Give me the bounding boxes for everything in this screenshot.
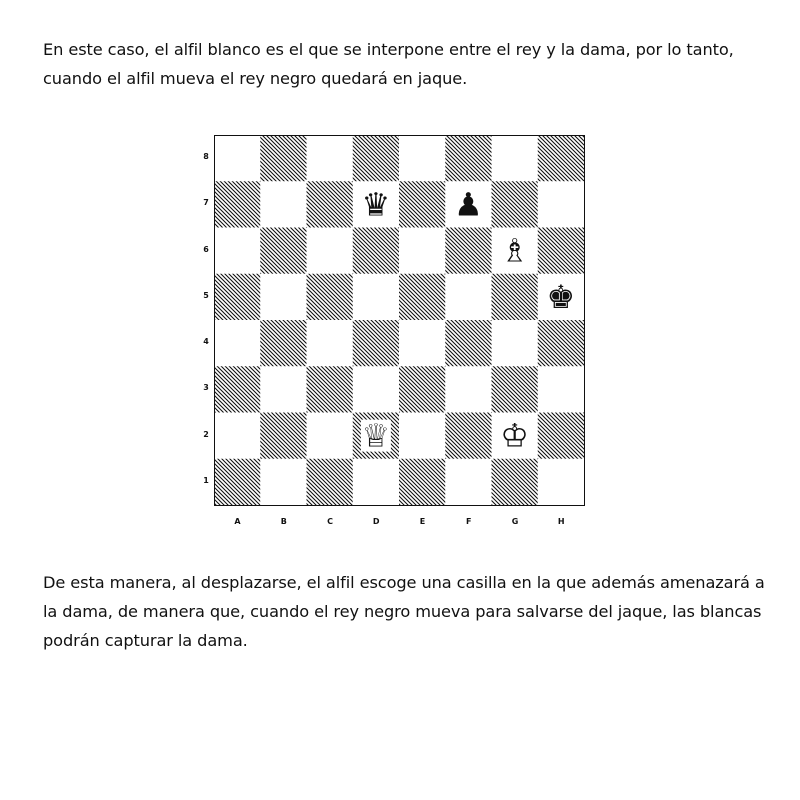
square-b6 xyxy=(260,228,306,274)
file-label-g: G xyxy=(511,517,519,526)
square-c1 xyxy=(307,459,353,505)
square-b1 xyxy=(260,459,306,505)
file-label-e: E xyxy=(419,517,426,526)
square-b3 xyxy=(260,366,306,412)
square-b7 xyxy=(260,181,306,227)
rank-label-7: 7 xyxy=(203,198,209,208)
square-b5 xyxy=(260,274,306,320)
square-a8 xyxy=(214,135,260,181)
square-e3 xyxy=(399,366,445,412)
square-h7 xyxy=(538,181,584,227)
square-f4 xyxy=(445,320,491,366)
chess-diagram xyxy=(190,125,610,535)
square-h4 xyxy=(538,320,584,366)
square-h2 xyxy=(538,413,584,459)
rank-label-8: 8 xyxy=(203,152,209,162)
chessboard xyxy=(214,135,585,506)
white-queen-icon: ♕ xyxy=(361,416,391,455)
square-g7 xyxy=(492,181,538,227)
square-c8 xyxy=(307,135,353,181)
square-b4 xyxy=(260,320,306,366)
rank-label-5: 5 xyxy=(203,290,209,300)
square-e5 xyxy=(399,274,445,320)
square-a7 xyxy=(214,181,260,227)
black-queen-icon: ♛ xyxy=(361,185,391,224)
square-e2 xyxy=(399,413,445,459)
square-c6 xyxy=(307,228,353,274)
square-c3 xyxy=(307,366,353,412)
square-f5 xyxy=(445,274,491,320)
square-f8 xyxy=(445,135,491,181)
file-label-b: B xyxy=(280,517,287,526)
square-d3 xyxy=(353,366,399,412)
square-h8 xyxy=(538,135,584,181)
square-g5 xyxy=(492,274,538,320)
square-c5 xyxy=(307,274,353,320)
file-label-c: C xyxy=(327,517,333,526)
square-f6 xyxy=(445,228,491,274)
square-d1 xyxy=(353,459,399,505)
square-b8 xyxy=(260,135,306,181)
square-c4 xyxy=(307,320,353,366)
square-h6 xyxy=(538,228,584,274)
square-f1 xyxy=(445,459,491,505)
intro-paragraph: En este caso, el alfil blanco es el que se interpone entre el rey y la dama, por lo tanto, cuando el alfil mueva el rey negro quedará en jaque. xyxy=(43,40,734,88)
square-c7 xyxy=(307,181,353,227)
rank-label-6: 6 xyxy=(203,244,209,254)
square-e8 xyxy=(399,135,445,181)
square-g8 xyxy=(492,135,538,181)
square-c2 xyxy=(307,413,353,459)
square-g3 xyxy=(492,366,538,412)
square-h1 xyxy=(538,459,584,505)
square-e1 xyxy=(399,459,445,505)
square-h3 xyxy=(538,366,584,412)
white-bishop-icon: ♗ xyxy=(500,231,529,270)
square-a1 xyxy=(214,459,260,505)
square-d8 xyxy=(353,135,399,181)
black-pawn-icon: ♟ xyxy=(454,185,483,224)
square-g4 xyxy=(492,320,538,366)
square-f2 xyxy=(445,413,491,459)
square-a5 xyxy=(214,274,260,320)
square-e6 xyxy=(399,228,445,274)
square-b2 xyxy=(260,413,306,459)
file-label-a: A xyxy=(234,517,241,526)
square-e7 xyxy=(399,181,445,227)
file-label-d: D xyxy=(372,517,380,526)
square-a3 xyxy=(214,366,260,412)
square-a4 xyxy=(214,320,260,366)
square-g1 xyxy=(492,459,538,505)
white-king-icon: ♔ xyxy=(500,416,529,455)
black-king-icon: ♚ xyxy=(546,277,576,316)
file-label-h: H xyxy=(557,517,565,526)
square-f3 xyxy=(445,366,491,412)
square-a2 xyxy=(214,413,260,459)
outro-paragraph: De esta manera, al desplazarse, el alfil escoge una casilla en la que además amenazará a la dama, de manera que, cuando el rey negro mueva para salvarse del jaque, las blancas podrán capturar la dama. xyxy=(43,573,765,650)
square-d5 xyxy=(353,274,399,320)
rank-label-3: 3 xyxy=(203,383,209,393)
square-d6 xyxy=(353,228,399,274)
rank-label-4: 4 xyxy=(203,337,209,347)
square-e4 xyxy=(399,320,445,366)
file-label-f: F xyxy=(466,517,472,526)
square-d4 xyxy=(353,320,399,366)
rank-label-1: 1 xyxy=(203,475,209,485)
square-a6 xyxy=(214,228,260,274)
rank-label-2: 2 xyxy=(203,429,209,439)
